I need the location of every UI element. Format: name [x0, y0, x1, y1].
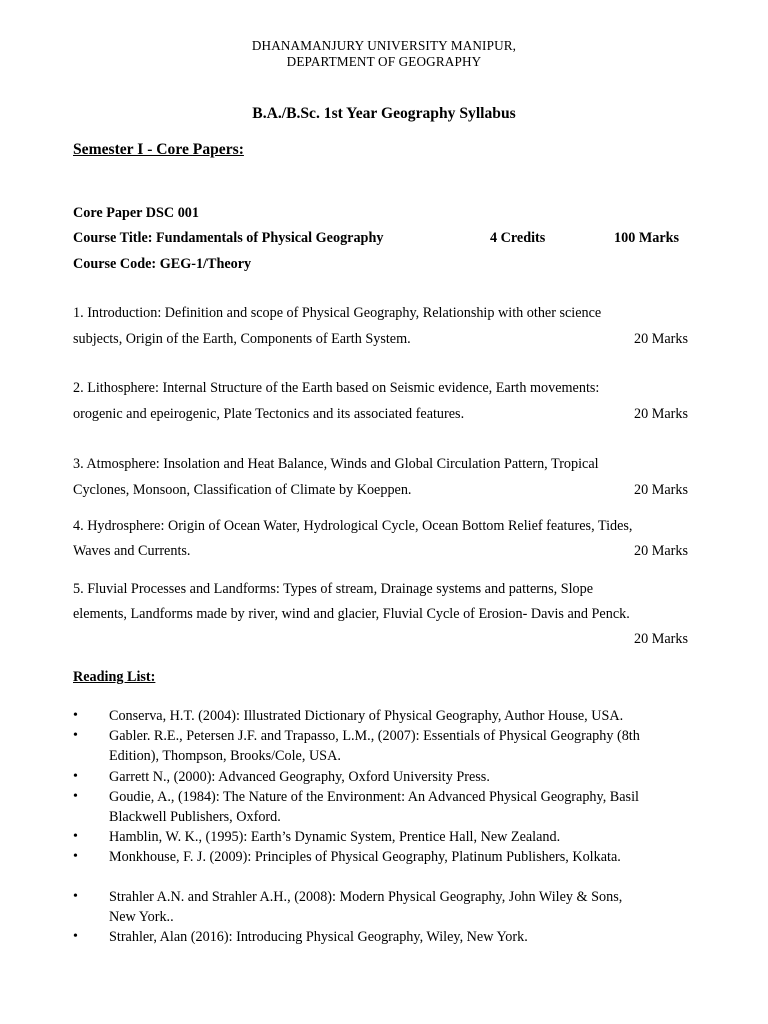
- core-paper-label: Core Paper DSC 001: [73, 205, 199, 221]
- course-title: Course Title: Fundamentals of Physical Geography: [73, 230, 384, 246]
- unit-1-marks: 20 Marks: [634, 331, 688, 347]
- course-credits: 4 Credits: [490, 230, 546, 246]
- unit-3-line-1: 3. Atmosphere: Insolation and Heat Balance, Winds and Global Circulation Pattern, Tropical: [73, 456, 599, 472]
- reading-item-text: Strahler A.N. and Strahler A.H., (2008): Modern Physical Geography, John Wiley & Sons,: [109, 889, 623, 905]
- bullet-icon: •: [73, 789, 78, 804]
- unit-3-marks: 20 Marks: [634, 482, 688, 498]
- reading-item-text: Hamblin, W. K., (1995): Earth’s Dynamic System, Prentice Hall, New Zealand.: [109, 829, 561, 845]
- unit-1-line-1: 1. Introduction: Definition and scope of Physical Geography, Relationship with other science: [73, 305, 602, 321]
- page-title: B.A./B.Sc. 1st Year Geography Syllabus: [252, 105, 516, 122]
- unit-3-line-2: Cyclones, Monsoon, Classification of Climate by Koeppen.: [73, 482, 412, 498]
- department-name: DEPARTMENT OF GEOGRAPHY: [286, 54, 482, 69]
- unit-2-line-1: 2. Lithosphere: Internal Structure of the Earth based on Seismic evidence, Earth movements:: [73, 380, 600, 396]
- bullet-icon: •: [73, 728, 78, 743]
- reading-item-text-cont: Edition), Thompson, Brooks/Cole, USA.: [109, 748, 341, 764]
- semester-heading: Semester I - Core Papers:: [73, 141, 244, 158]
- unit-5-marks: 20 Marks: [634, 631, 688, 647]
- bullet-icon: •: [73, 849, 78, 864]
- reading-item-text-cont: Blackwell Publishers, Oxford.: [109, 809, 281, 825]
- university-name: DHANAMANJURY UNIVERSITY MANIPUR,: [251, 38, 517, 53]
- unit-2-marks: 20 Marks: [634, 406, 688, 422]
- unit-5-line-1: 5. Fluvial Processes and Landforms: Types of stream, Drainage systems and patterns, Slope: [73, 581, 594, 597]
- unit-5-line-2: elements, Landforms made by river, wind and glacier, Fluvial Cycle of Erosion- Davis and Penck.: [73, 606, 630, 622]
- unit-4-marks: 20 Marks: [634, 543, 688, 559]
- bullet-icon: •: [73, 769, 78, 784]
- bullet-icon: •: [73, 929, 78, 944]
- bullet-icon: •: [73, 829, 78, 844]
- reading-item-text: Strahler, Alan (2016): Introducing Physical Geography, Wiley, New York.: [109, 929, 528, 945]
- reading-item-text: Monkhouse, F. J. (2009): Principles of Physical Geography, Platinum Publishers, Kolkata.: [109, 849, 621, 865]
- bullet-icon: •: [73, 889, 78, 904]
- bullet-icon: •: [73, 708, 78, 723]
- unit-4-line-2: Waves and Currents.: [73, 543, 191, 559]
- unit-2-line-2: orogenic and epeirogenic, Plate Tectonics and its associated features.: [73, 406, 465, 422]
- unit-4-line-1: 4. Hydrosphere: Origin of Ocean Water, Hydrological Cycle, Ocean Bottom Relief features, Tides,: [73, 518, 633, 534]
- reading-item-text-cont: New York..: [109, 909, 174, 925]
- course-code: Course Code: GEG-1/Theory: [73, 256, 252, 272]
- reading-item-text: Conserva, H.T. (2004): Illustrated Dictionary of Physical Geography, Author House, USA.: [109, 708, 624, 724]
- reading-list-heading: Reading List:: [73, 669, 156, 685]
- course-marks: 100 Marks: [614, 230, 680, 246]
- reading-item-text: Gabler. R.E., Petersen J.F. and Trapasso, L.M., (2007): Essentials of Physical Geography (8th: [109, 728, 640, 744]
- unit-1-line-2: subjects, Origin of the Earth, Components of Earth System.: [73, 331, 411, 347]
- reading-item-text: Garrett N., (2000): Advanced Geography, Oxford University Press.: [109, 769, 490, 785]
- reading-item-text: Goudie, A., (1984): The Nature of the Environment: An Advanced Physical Geography, Basil: [109, 789, 639, 805]
